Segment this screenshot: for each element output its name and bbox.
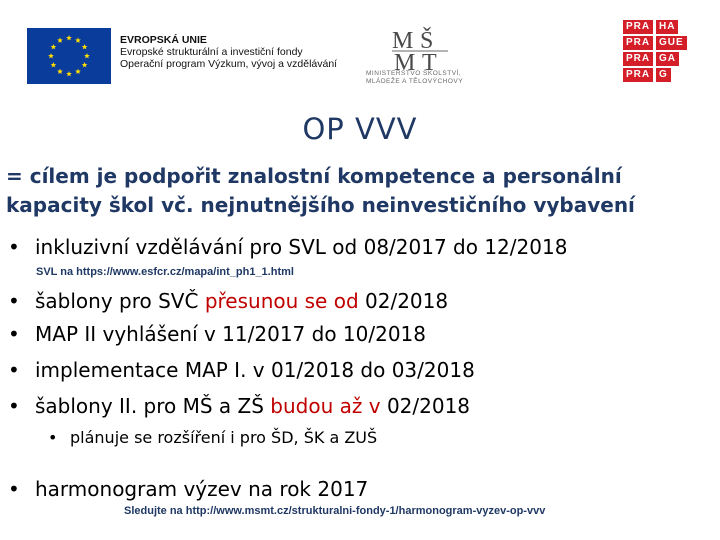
bullet-item-sablony-ii [8, 393, 471, 419]
bullet-dot-icon: • [8, 477, 20, 501]
praha-cell-4: GUE [656, 36, 687, 50]
page-title: OP VVV [302, 112, 418, 146]
eu-logo-text [120, 34, 337, 70]
bullet-text: šablony pro SVČ [35, 289, 205, 313]
bullet-item-svl [8, 234, 568, 260]
bullet-text-date: 02/2018 [386, 394, 471, 418]
praha-cell-1: PRA [623, 20, 653, 34]
bullet-text-highlight: přesunou se od [204, 289, 366, 313]
bullet-dot-icon: • [48, 428, 58, 447]
eu-line-3: Operační program Výzkum, vývoj a vzdělávání [120, 58, 338, 70]
msmt-logo-text [366, 70, 506, 86]
lead-paragraph: = cílem je podpořit znalostní kompetence a personální kapacity škol vč. nejnutnějšího neinvestičního vybavení [6, 164, 635, 217]
eu-flag-logo [27, 28, 111, 84]
praha-cell-7: PRA [623, 68, 653, 82]
msmt-logo [366, 24, 506, 94]
sub-bullet-text: plánuje se rozšíření i pro ŠD, ŠK a ZUŠ [70, 428, 378, 447]
bullet-item-harmonogram [8, 476, 369, 502]
bullet-text: šablony II. pro MŠ a ZŠ [35, 394, 271, 418]
eu-line-2: Evropské strukturální a investiční fondy [120, 46, 303, 58]
bullet-text-highlight: budou až v [270, 394, 387, 418]
msmt-mark-icon [390, 24, 450, 72]
eu-stars-icon [27, 28, 111, 84]
bullet-text: MAP II vyhlášení v 11/2017 do 10/2018 [35, 322, 426, 346]
msmt-line-2: MLÁDEŽE A TĚLOVÝCHOVY [366, 78, 464, 85]
bullet-item-map-i [8, 357, 475, 383]
sub-bullet-item [48, 428, 378, 448]
bullet-text: inkluzivní vzdělávání pro SVL od 08/2017 do 12/2018 [35, 235, 568, 259]
bullet-dot-icon: • [8, 394, 20, 418]
eu-line-1: EVROPSKÁ UNIE [120, 34, 207, 46]
praha-cell-6: GA [656, 52, 679, 66]
bullet-text-date: 02/2018 [365, 289, 449, 313]
svg-text:M: M [392, 28, 414, 54]
praha-logo [623, 20, 689, 86]
svg-text:Š: Š [420, 28, 434, 54]
msmt-line-1: MINISTERSTVO ŠKOLSTVÍ, [366, 70, 462, 77]
bullet-item-map-ii [8, 321, 426, 347]
bullet-text: harmonogram výzev na rok 2017 [35, 477, 369, 501]
svg-text:M: M [394, 50, 416, 72]
logo-header [0, 0, 720, 100]
bullet-dot-icon: • [8, 358, 20, 382]
bullet-text: implementace MAP I. v 01/2018 do 03/2018 [35, 358, 475, 382]
praha-cell-8: G [656, 68, 671, 82]
bullet-dot-icon: • [8, 322, 20, 346]
svg-text:T: T [422, 50, 437, 72]
footer-link-note[interactable]: Sledujte na http://www.msmt.cz/strukturalni-fondy-1/harmonogram-vyzev-op-vvv [124, 505, 546, 517]
bullet-dot-icon: • [8, 235, 20, 259]
bullet-item-svc [8, 288, 449, 314]
bullet-dot-icon: • [8, 289, 20, 313]
svl-link-note[interactable]: SVL na https://www.esfcr.cz/mapa/int_ph1_1.html [36, 266, 294, 278]
praha-cell-5: PRA [623, 52, 653, 66]
praha-cell-3: PRA [623, 36, 653, 50]
praha-cell-2: HA [656, 20, 678, 34]
